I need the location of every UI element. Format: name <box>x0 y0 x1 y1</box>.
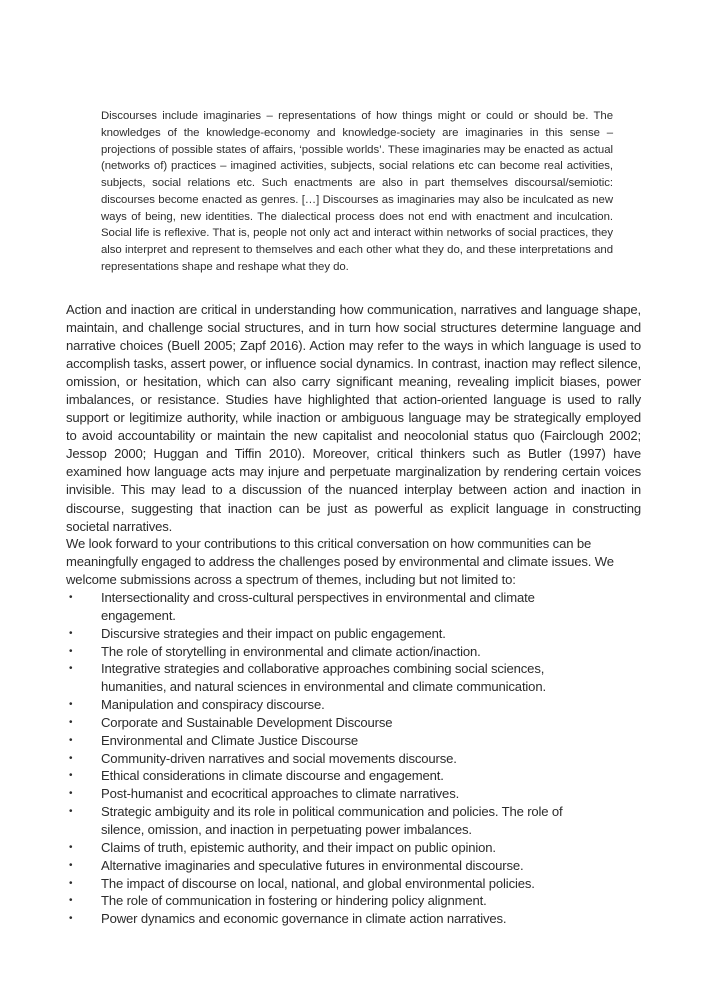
list-item-text: Claims of truth, epistemic authority, and their impact on public opinion. <box>101 839 496 855</box>
list-item <box>66 875 641 893</box>
list-item <box>66 643 641 661</box>
list-item <box>66 857 641 875</box>
list-item <box>66 732 641 750</box>
bullet-icon: • <box>69 895 73 907</box>
block-quote: Discourses include imaginaries – representations of how things might or could or should be. The knowledges of the knowledge-economy and knowledge-society are imaginaries in this sense – projections of possible states of affairs, ‘possible worlds’. These imaginaries may be enacted as actual (networks of) practices – imagined activities, subjects, social relations etc can become real activities, subjects, social relations etc. Such enactments are also in part themselves discoursal/semiotic: discourses become enacted as genres. […] Discourses as imaginaries may also be inculcated as new ways of being, new identities. The dialectical process does not end with enactment and inculcation. Social life is reflexive. That is, people not only act and interact within networks of social practices, they also interpret and represent to themselves and each other what they do, and these interpretations and representations shape and reshape what they do. <box>101 110 613 273</box>
bullet-icon: • <box>69 806 73 818</box>
list-item-text: Alternative imaginaries and speculative futures in environmental discourse. <box>101 857 524 873</box>
bullet-icon: • <box>69 752 73 764</box>
list-item <box>66 660 641 696</box>
bullet-icon: • <box>69 770 73 782</box>
list-item-text: Community-driven narratives and social movements discourse. <box>101 750 457 766</box>
list-item <box>66 625 641 643</box>
paragraph-call-for-contributions: We look forward to your contributions to this critical conversation on how communities can be meaningfully engaged to address the challenges posed by environmental and climate issues. We welcome submissions across a spectrum of themes, including but not limited to: <box>66 536 614 588</box>
list-item <box>66 589 641 625</box>
list-item <box>66 714 641 732</box>
bullet-icon: • <box>69 913 73 925</box>
bullet-icon: • <box>69 663 73 675</box>
list-item-text: Environmental and Climate Justice Discourse <box>101 732 358 748</box>
bullet-icon: • <box>69 877 73 889</box>
bullet-icon: • <box>69 592 73 603</box>
list-item <box>66 785 641 803</box>
topic-list <box>66 589 641 928</box>
list-item-text: The role of storytelling in environmental and climate action/inaction. <box>101 643 481 659</box>
list-item-text: The impact of discourse on local, national, and global environmental policies. <box>101 875 535 891</box>
bullet-icon: • <box>69 841 73 853</box>
bullet-icon: • <box>69 716 73 728</box>
list-item <box>66 696 641 714</box>
list-item-text: Corporate and Sustainable Development Discourse <box>101 714 393 730</box>
list-item-text: Integrative strategies and collaborative approaches combining social sciences, humanities, and natural sciences in environmental and climate communication. <box>101 661 546 695</box>
list-item-text: Discursive strategies and their impact on public engagement. <box>101 625 446 641</box>
list-item <box>66 803 641 839</box>
paragraph-action-inaction: Action and inaction are critical in understanding how communication, narratives and language shape, maintain, and challenge social structures, and in turn how social structures determine language and narrative choices (Buell 2005; Zapf 2016). Action may refer to the ways in which language is used to accomplish tasks, assert power, or influence social dynamics. In contrast, inaction may reflect silence, omission, or hesitation, which can also carry significant meaning, revealing implicit biases, power imbalances, or resistance. Studies have highlighted that action-oriented language is used to rally support or legitimize authority, while inaction or ambiguous language may be strategically employed to avoid accountability or maintain the new capitalist and neocolonial status quo (Fairclough 2002; Jessop 2000; Huggan and Tiffin 2010). Moreover, critical thinkers such as Butler (1997) have examined how language acts may injure and perpetuate marginalization by rendering certain voices invisible. This may lead to a discussion of the nuanced interplay between action and inaction in discourse, suggesting that inaction can be just as powerful as explicit language in constructing societal narratives. <box>66 302 641 534</box>
bullet-icon: • <box>69 734 73 746</box>
list-item-text: Ethical considerations in climate discourse and engagement. <box>101 768 444 784</box>
list-item-text: Strategic ambiguity and its role in political communication and policies. The role of silence, omission, and inaction in perpetuating power imbalances. <box>101 804 563 837</box>
list-item-text: Intersectionality and cross-cultural perspectives in environmental and climate engagement. <box>101 590 535 623</box>
list-item <box>66 767 641 785</box>
list-item <box>66 892 641 910</box>
list-item <box>66 839 641 857</box>
list-item-text: Power dynamics and economic governance in climate action narratives. <box>101 911 507 927</box>
bullet-icon: • <box>69 859 73 871</box>
list-item <box>66 750 641 768</box>
list-item-text: The role of communication in fostering or hindering policy alignment. <box>101 893 487 909</box>
bullet-icon: • <box>69 627 73 639</box>
list-item-text: Manipulation and conspiracy discourse. <box>101 697 325 713</box>
bullet-icon: • <box>69 788 73 800</box>
list-item <box>66 910 641 928</box>
bullet-icon: • <box>69 645 73 657</box>
bullet-icon: • <box>69 699 73 711</box>
list-item-text: Post-humanist and ecocritical approaches to climate narratives. <box>101 786 460 802</box>
